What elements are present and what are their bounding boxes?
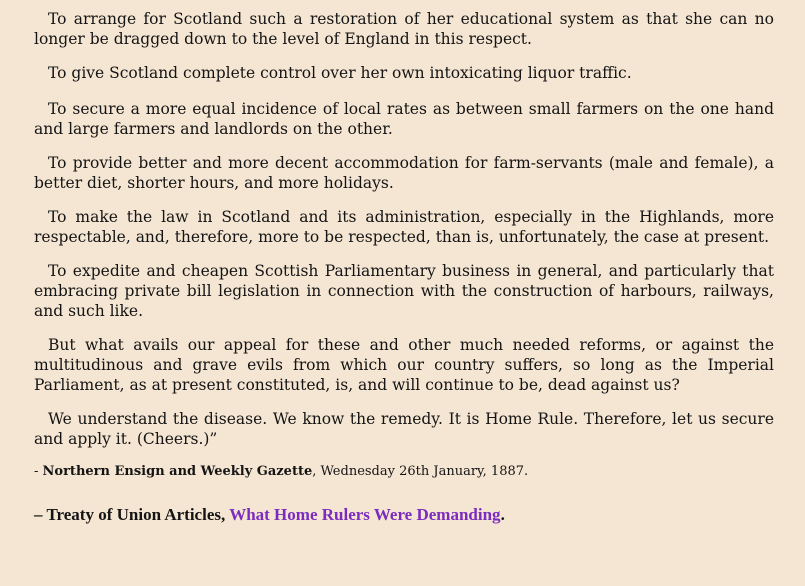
paragraph-appeal: But what avails our appeal for these and other much needed reforms, or against the multitudinous and grave evils from which our country suffers, so long as the Imperial Parliament, as at present constituted, is, and will continue to be, dead against us? — [34, 336, 774, 394]
footer-link[interactable]: What Home Rulers Were Demanding — [229, 505, 501, 524]
paragraph-law-administration: To make the law in Scotland and its administration, especially in the Highlands, more respectable, and, therefore, more to be respected, than is, unfortunately, the case at present. — [34, 208, 774, 246]
paragraph-farm-servants: To provide better and more decent accommodation for farm-servants (male and female), a better diet, shorter hours, and more holidays. — [34, 154, 774, 192]
source-date: , Wednesday 26th January, 1887. — [312, 464, 529, 479]
source-citation — [34, 463, 774, 481]
paragraph-local-rates: To secure a more equal incidence of local rates as between small farmers on the one hand and large farmers and landlords on the other. — [34, 100, 774, 138]
source-prefix: - — [34, 464, 43, 479]
footer-attribution — [34, 504, 774, 526]
paragraph-parliamentary-business: To expedite and cheapen Scottish Parliamentary business in general, and particularly that embracing private bill legislation in connection with the construction of harbours, railways, and such like. — [34, 262, 774, 320]
footer-suffix: . — [500, 505, 505, 524]
paragraph-liquor-traffic: To give Scotland complete control over her own intoxicating liquor traffic. — [48, 64, 632, 82]
source-newspaper: Northern Ensign and Weekly Gazette — [42, 464, 313, 479]
paragraph-education: To arrange for Scotland such a restoration of her educational system as that she can no longer be dragged down to the level of England in this respect. — [34, 10, 774, 48]
article-body — [34, 9, 774, 526]
footer-prefix: – Treaty of Union Articles, — [34, 505, 230, 524]
paragraph-home-rule: We understand the disease. We know the remedy. It is Home Rule. Therefore, let us secure and apply it. (Cheers.)” — [34, 410, 774, 448]
